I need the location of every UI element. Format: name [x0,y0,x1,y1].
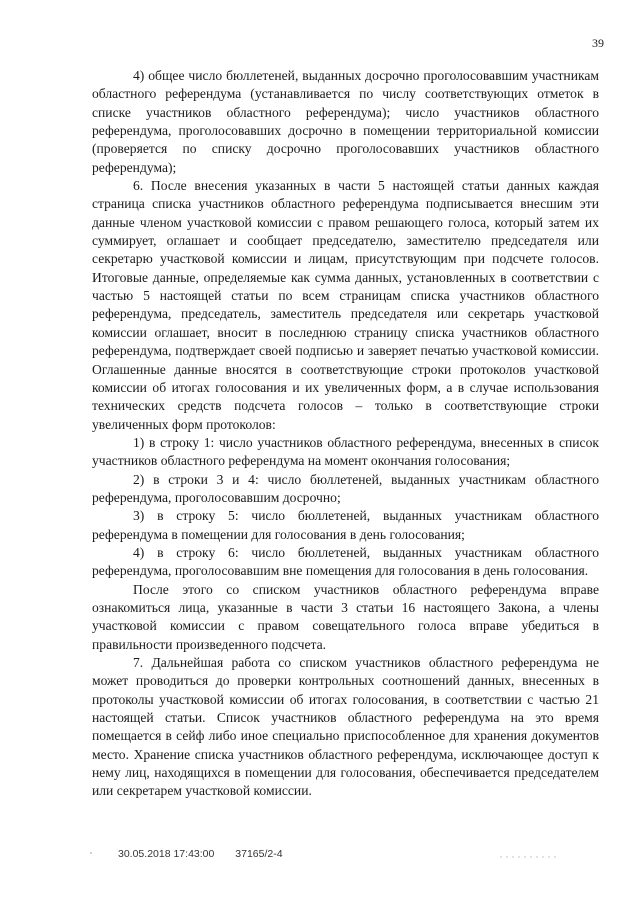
paragraph-line-1: 1) в строку 1: число участников областного референдума, внесенных в список участников областного референдума на момент окончания голосования; [92,434,599,469]
paragraph-line-5: 3) в строку 5: число бюллетеней, выданных участникам областного референдума в помещении для голосования в день голосования; [92,508,599,542]
footer-timestamp: 30.05.2018 17:43:00 [118,848,215,860]
page-number: 39 [592,36,604,50]
paragraph-line-6: 4) в строку 6: число бюллетеней, выданных участникам областного референдума, проголосовавшим вне помещения для голосования в день голосования. [92,544,599,579]
paragraph-item-4-early-ballots: 4) общее число бюллетеней, выданных досрочно проголосовавшим участникам областного референдума (устанавливается по числу соответствующих отметок в списке участников областного референдума); число участников областного референдума, проголосовавших досрочно в помещении территориальной комиссии (проверяется по списку досрочно проголосовавших участников областного референдума); [92,68,599,175]
paragraph-lines-3-4: 2) в строки 3 и 4: число бюллетеней, выданных участникам областного референдума, проголосовавшим досрочно; [92,471,599,505]
paragraph-part-6: 6. После внесения указанных в части 5 настоящей статьи данных каждая страница списка участников областного референдума подписывается внесшим эти данные членом участковой комиссии с правом решающего голоса, который затем их суммирует, оглашает и сообщает председателю, заместителю председателя или секретарю участковой комиссии и лицам, присутствующим при подсчете голосов. Итоговые данные, определяемые как сумма данных, установленных в соответствии с частью 5 настоящей статьи по всем страницам списка участников областного референдума, председатель, заместитель председателя или секретарь участковой комиссии оглашает, вносит в последнюю страницу списка участников областного референдума, подтверждает своей подписью и заверяет печатью участковой комиссии. Оглашенные данные вносятся в соответствующие строки протоколов участковой комиссии об итогах голосования и их увеличенных форм, а в случае использования технических средств подсчета голосов – только в соответствующие строки увеличенных форм протоколов: [92,178,599,432]
scan-artifact [90,852,92,854]
scan-noise [498,854,558,860]
footer-doc-code: 37165/2-4 [235,848,283,860]
document-body [92,67,599,801]
paragraph-observers: После этого со списком участников областного референдума вправе ознакомиться лица, указанные в части 3 статьи 16 настоящего Закона, а члены участковой комиссии с правом совещательного голоса вправе убедиться в правильности произведенного подсчета. [92,581,599,652]
paragraph-part-7: 7. Дальнейшая работа со списком участников областного референдума не может проводиться до проверки контрольных соотношений данных, внесенных в протоколы участковой комиссии об итогах голосования, в соответствии с частью 21 настоящей статьи. Список участников областного референдума на это время помещается в сейф либо иное специально приспособленное для хранения документов место. Хранение списка участников областного референдума, исключающее доступ к нему лиц, находящихся в помещении для голосования, обеспечивается председателем или секретарем участковой комиссии. [92,655,599,799]
footer [118,848,301,860]
